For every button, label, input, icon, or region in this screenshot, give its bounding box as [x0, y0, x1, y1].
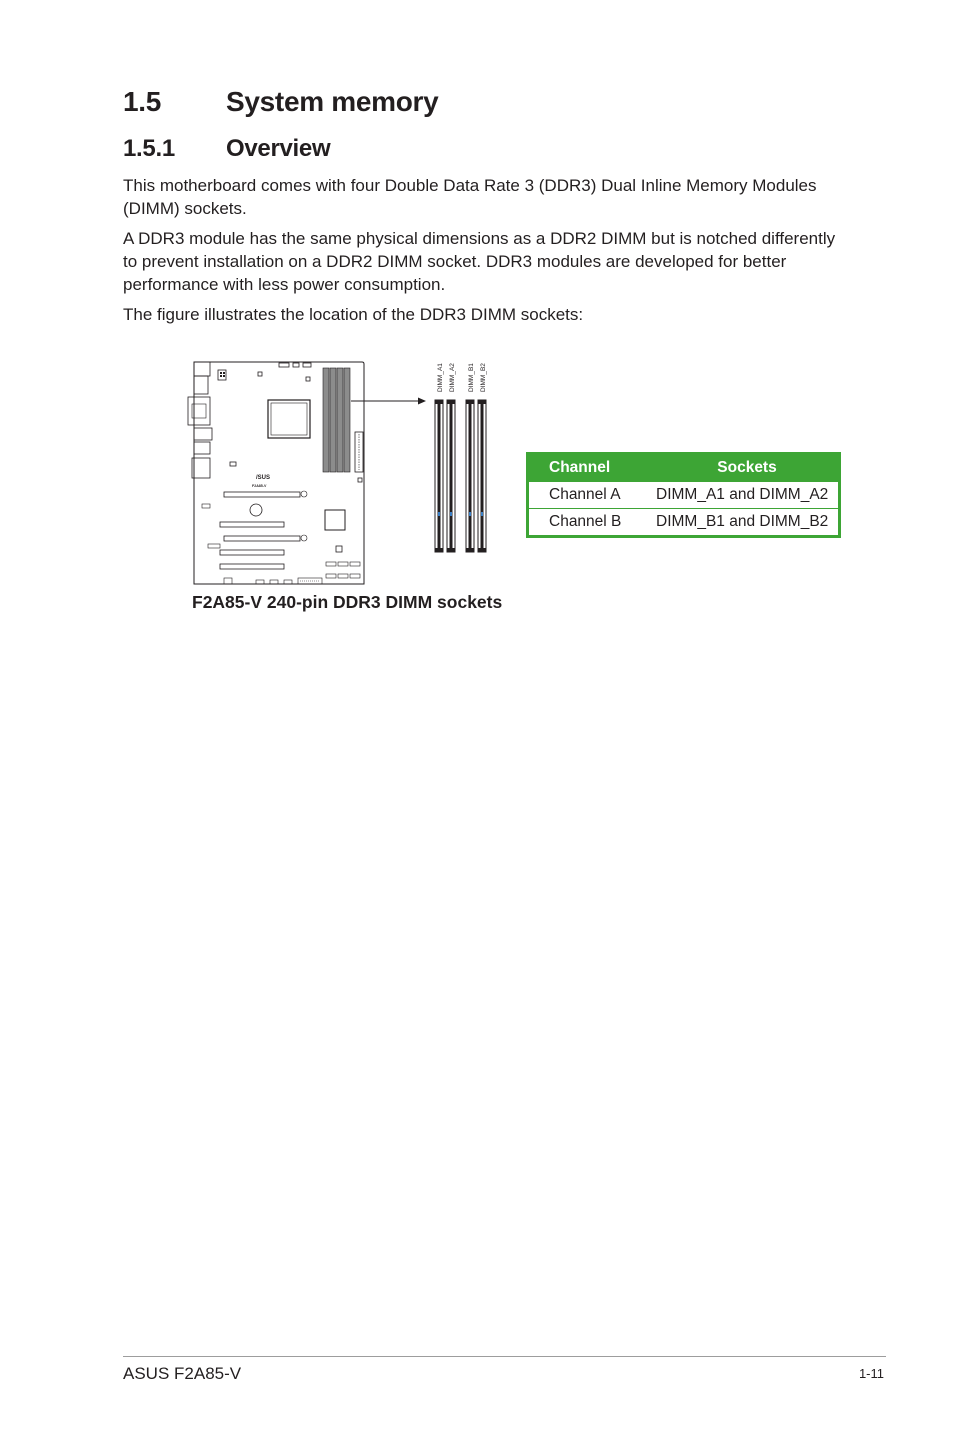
footer-product: ASUS F2A85-V: [123, 1364, 242, 1383]
motherboard-figure: [180, 352, 500, 592]
channel-table-header: [528, 454, 840, 482]
header-channel: Channel: [528, 454, 657, 482]
slot-label-b2: DIMM_B2: [480, 363, 487, 392]
section-number: 1.5: [123, 86, 162, 117]
dimm-slot-a2: [447, 400, 455, 552]
dimm-slot-b1: [466, 400, 474, 552]
dimm-slot-a1: [435, 400, 443, 552]
page-number: 1-11: [858, 1366, 884, 1381]
table-row: [528, 482, 840, 509]
intro-paragraph: This motherboard comes with four Double Data Rate 3 (DDR3) Dual Inline Memory Modules (DIMM) sockets.: [123, 176, 817, 218]
subsection-heading: [123, 135, 330, 163]
board-model: F2A85-V: [252, 484, 267, 488]
slot-label-a1: DIMM_A1: [437, 363, 444, 392]
channel-table: [526, 452, 841, 538]
row-channel: Channel B: [528, 509, 657, 537]
ddr3-paragraph: A DDR3 module has the same physical dimensions as a DDR2 DIMM but is notched differently to prevent installation on a DDR2 DIMM socket. DDR3 modules are developed for better performance with less power consumption.: [123, 229, 836, 294]
figure-caption: F2A85-V 240-pin DDR3 DIMM sockets: [192, 592, 503, 612]
motherboard-diagram: [180, 352, 500, 592]
figure-intro-paragraph: The figure illustrates the location of the DDR3 DIMM sockets:: [123, 305, 584, 324]
row-sockets: DIMM_A1 and DIMM_A2: [656, 482, 840, 509]
subsection-number: 1.5.1: [123, 135, 175, 162]
row-channel: Channel A: [528, 482, 657, 509]
section-title: System memory: [226, 86, 439, 117]
board-dimm-a2: [330, 368, 336, 472]
board-dimm-a1: [323, 368, 329, 472]
slot-label-b1: DIMM_B1: [468, 363, 475, 392]
table-row: [528, 509, 840, 537]
board-dimm-b1: [337, 368, 343, 472]
board-logo: /SUS: [256, 475, 271, 481]
subsection-title: Overview: [226, 135, 331, 162]
row-sockets: DIMM_B1 and DIMM_B2: [656, 509, 840, 537]
section-heading: [123, 86, 438, 118]
header-sockets: Sockets: [656, 454, 840, 482]
footer-divider: [123, 1356, 886, 1357]
board-dimm-b2: [344, 368, 350, 472]
slot-label-a2: DIMM_A2: [449, 363, 456, 392]
dimm-slot-b2: [478, 400, 486, 552]
